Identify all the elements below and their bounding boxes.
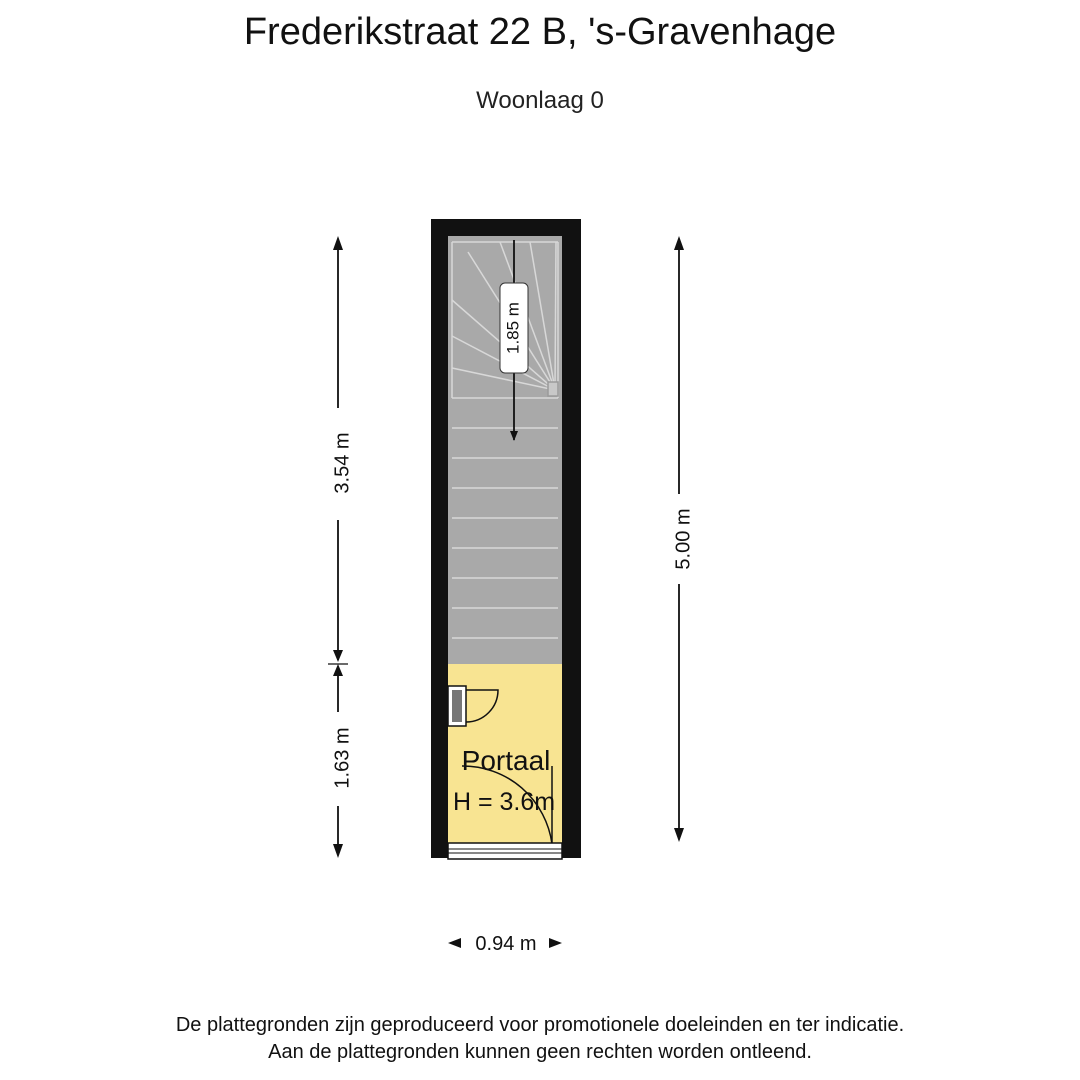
left-upper-dimension-label: 3.54 m xyxy=(331,432,354,494)
disclaimer-line-1: De plattegronden zijn geproduceerd voor promotionele doeleinden en ter indicatie. xyxy=(175,1014,905,1036)
room-height-label: H = 3.6m xyxy=(452,788,556,816)
room-name-label: Portaal xyxy=(461,745,551,776)
stair-length-label: 1.85 m xyxy=(503,302,523,354)
width-dimension-label: 0.94 m xyxy=(475,933,537,955)
disclaimer xyxy=(0,1012,1080,1066)
total-depth-label: 5.00 m xyxy=(672,508,695,570)
page-title: Frederikstraat 22 B, 's-Gravenhage xyxy=(243,11,837,53)
disclaimer-line-2: Aan de plattegronden kunnen geen rechten worden ontleend. xyxy=(268,1041,812,1063)
floor-label: Woonlaag 0 xyxy=(476,87,604,114)
left-lower-dimension-label: 1.63 m xyxy=(331,727,354,789)
wall-cupboard-inner xyxy=(452,690,462,722)
front-threshold xyxy=(448,843,562,859)
